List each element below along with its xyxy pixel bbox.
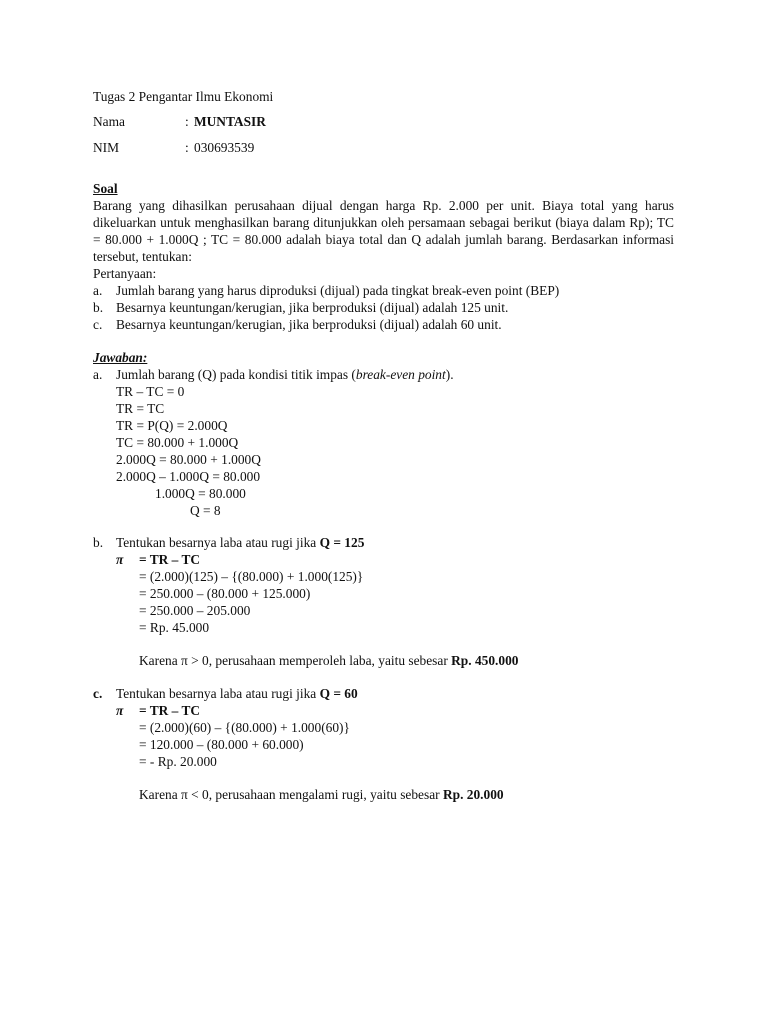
answer-c-equation: = TR – TC <box>139 703 201 718</box>
answer-c-conclusion-bold: Rp. 20.000 <box>442 787 504 802</box>
answer-b-line: = Rp. 45.000 <box>139 620 210 635</box>
answer-a-line: Q = 8 <box>190 503 221 518</box>
answer-b-line: = (2.000)(125) – {(80.000) + 1.000(125)} <box>139 569 364 584</box>
answer-b-conclusion <box>139 652 518 669</box>
answer-a-line: TR – TC = 0 <box>116 384 185 399</box>
answer-a-marker: a. <box>93 367 103 382</box>
question-b-text: Besarnya keuntungan/kerugian, jika berproduksi (dijual) adalah 125 unit. <box>116 300 509 315</box>
nama-label: Nama <box>93 114 125 129</box>
answer-c-line: = 120.000 – (80.000 + 60.000) <box>139 737 304 752</box>
question-a-marker: a. <box>93 283 103 298</box>
answer-b-conclusion-text: Karena π > 0, perusahaan memperoleh laba, yaitu sebesar <box>139 653 452 668</box>
answer-a-intro-post: ). <box>445 367 454 382</box>
nim-value: 030693539 <box>194 140 255 155</box>
answer-a-line: 2.000Q – 1.000Q = 80.000 <box>116 469 261 484</box>
answer-c-line: = (2.000)(60) – {(80.000) + 1.000(60)} <box>139 720 350 735</box>
answer-a-intro-italic: break-even point <box>355 367 446 382</box>
answer-c-intro <box>116 685 358 702</box>
answer-b-pi-symbol: π <box>116 552 124 567</box>
answer-a-line: TR = P(Q) = 2.000Q <box>116 418 228 433</box>
answer-a-line: TR = TC <box>116 401 165 416</box>
answer-b-intro-text: Tentukan besarnya laba atau rugi jika <box>116 535 320 550</box>
answer-a-intro-pre: Jumlah barang (Q) pada kondisi titik impas ( <box>116 367 356 382</box>
soal-paragraph: Barang yang dihasilkan perusahaan dijual dengan harga Rp. 2.000 per unit. Biaya total yang harus dikeluarkan untuk menghasilkan barang ditunjukkan oleh persamaan sebagai berikut (biaya dalam Rp); TC = 80.000 + 1.000Q ; TC = 80.000 adalah biaya total dan Q adalah jumlah barang. Berdasarkan informasi tersebut, tentukan: <box>93 198 674 264</box>
answer-b-equation: = TR – TC <box>139 552 201 567</box>
answer-b-intro <box>116 534 364 551</box>
document-title: Tugas 2 Pengantar Ilmu Ekonomi <box>93 89 274 104</box>
answer-a-intro <box>116 366 454 383</box>
answer-b-marker: b. <box>93 535 104 550</box>
nama-colon: : <box>185 114 189 129</box>
nim-label: NIM <box>93 140 120 155</box>
answer-c-intro-bold: Q = 60 <box>319 686 358 701</box>
question-c-marker: c. <box>93 317 103 332</box>
soal-heading: Soal <box>93 181 118 196</box>
answer-b-intro-bold: Q = 125 <box>319 535 365 550</box>
jawaban-heading: Jawaban: <box>93 350 148 365</box>
answer-a-line: 1.000Q = 80.000 <box>155 486 246 501</box>
answer-b-conclusion-bold: Rp. 450.000 <box>451 653 519 668</box>
answer-a-line: TC = 80.000 + 1.000Q <box>116 435 239 450</box>
answer-c-conclusion <box>139 786 504 803</box>
answer-c-conclusion-text: Karena π < 0, perusahaan mengalami rugi, yaitu sebesar <box>139 787 443 802</box>
answer-c-intro-text: Tentukan besarnya laba atau rugi jika <box>116 686 320 701</box>
answer-b-line: = 250.000 – (80.000 + 125.000) <box>139 586 311 601</box>
question-b-marker: b. <box>93 300 104 315</box>
answer-c-marker: c. <box>93 686 103 701</box>
answer-a-line: 2.000Q = 80.000 + 1.000Q <box>116 452 261 467</box>
answer-c-line: = - Rp. 20.000 <box>139 754 217 769</box>
question-c-text: Besarnya keuntungan/kerugian, jika berproduksi (dijual) adalah 60 unit. <box>116 317 502 332</box>
answer-b-line: = 250.000 – 205.000 <box>139 603 251 618</box>
nim-colon: : <box>185 140 189 155</box>
question-a-text: Jumlah barang yang harus diproduksi (dijual) pada tingkat break-even point (BEP) <box>116 283 560 298</box>
answer-c-pi-symbol: π <box>116 703 124 718</box>
nama-value: MUNTASIR <box>194 114 266 129</box>
pertanyaan-label: Pertanyaan: <box>93 266 157 281</box>
